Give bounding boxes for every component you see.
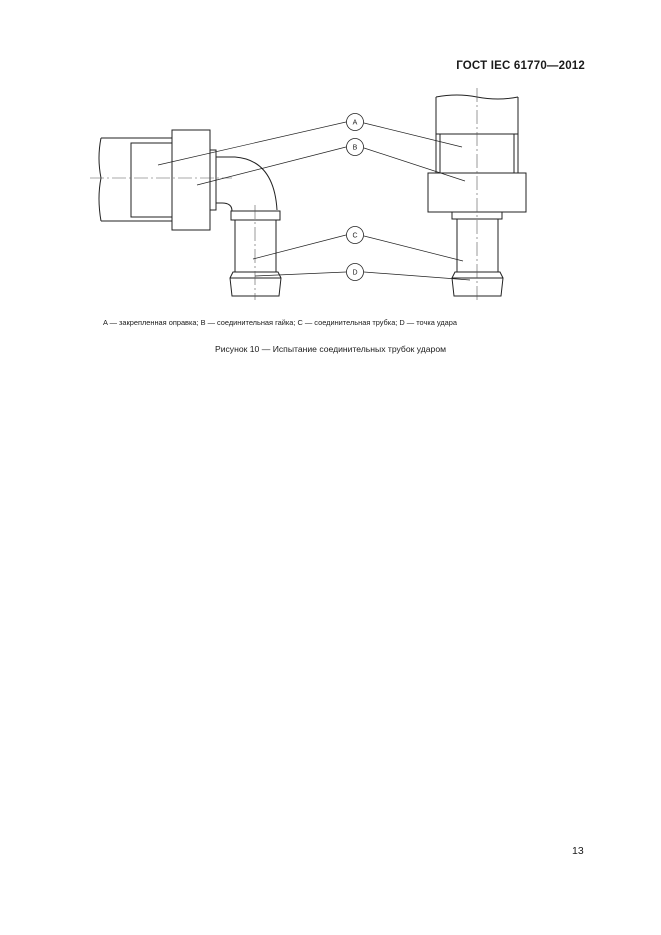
callout-c [347, 227, 364, 244]
figure-caption: Рисунок 10 — Испытание соединительных трубок ударом [214, 344, 447, 354]
figure-legend: A — закрепленная оправка; B — соединительная гайка; C — соединительная трубка; D — точка удара [103, 318, 457, 327]
callout-c-label: C [352, 232, 358, 240]
right-tip [452, 272, 503, 296]
callout-a [347, 114, 364, 131]
callout-d-label: D [352, 269, 358, 277]
leader-lines [158, 119, 470, 280]
document-header: ГОСТ IEC 61770—2012 [456, 60, 585, 72]
callout-b [347, 139, 364, 156]
figure-10-drawing [0, 0, 661, 310]
left-nut [172, 130, 216, 230]
callout-d [347, 264, 364, 281]
left-mandrel [99, 138, 172, 221]
callout-b-label: B [352, 144, 358, 152]
left-tip [230, 272, 281, 296]
left-tube [233, 220, 278, 272]
callout-a-label: A [352, 119, 358, 127]
right-tube [455, 219, 500, 272]
center-lines [90, 88, 477, 302]
page-number: 13 [572, 845, 584, 857]
